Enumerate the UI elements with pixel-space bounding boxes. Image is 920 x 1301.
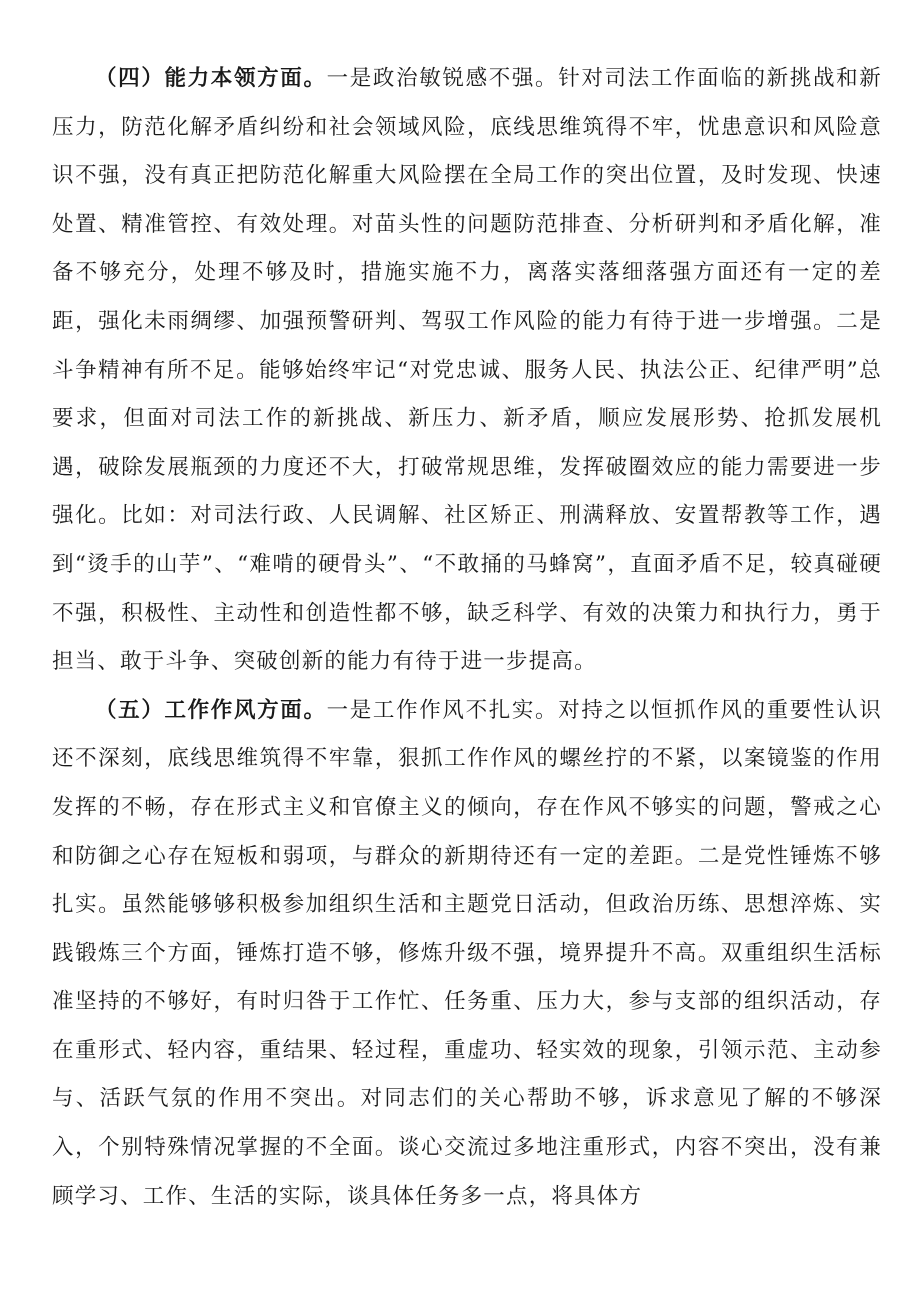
paragraph-heading-ability: （四）能力本领方面。 [95,66,327,91]
paragraph-ability [52,55,882,687]
paragraph-body-work-style: 一是工作作风不扎实。对持之以恒抓作风的重要性认识还不深刻，底线思维筑得不牢靠，狠抓工作作风的螺丝拧的不紧，以案镜鉴的作用发挥的不畅，存在形式主义和官僚主义的倾向，存在作风不够实的问题，警戒之心和防御之心存在短板和弱项，与群众的新期待还有一定的差距。二是党性锤炼不够扎实。虽然能够够积极参加组织生活和主题党日活动，但政治历练、思想淬炼、实践锻炼三个方面，锤炼打造不够，修炼升级不强，境界提升不高。双重组织生活标准坚持的不够好，有时归咎于工作忙、任务重、压力大，参与支部的组织活动，存在重形式、轻内容，重结果、轻过程，重虚功、轻实效的现象，引领示范、主动参与、活跃气氛的作用不突出。对同志们的关心帮助不够，诉求意见了解的不够深入，个别特殊情况掌握的不全面。谈心交流过多地注重形式，内容不突出，没有兼顾学习、工作、生活的实际，谈具体任务多一点，将具体方 [52,697,882,1209]
document-page [52,55,882,1221]
paragraph-body-ability: 一是政治敏锐感不强。针对司法工作面临的新挑战和新压力，防范化解矛盾纠纷和社会领域风险，底线思维筑得不牢，忧患意识和风险意识不强，没有真正把防范化解重大风险摆在全局工作的突出位置，及时发现、快速处置、精准管控、有效处理。对苗头性的问题防范排查、分析研判和矛盾化解，准备不够充分，处理不够及时，措施实施不力，离落实落细落强方面还有一定的差距，强化未雨绸缪、加强预警研判、驾驭工作风险的能力有待于进一步增强。二是斗争精神有所不足。能够始终牢记“对党忠诚、服务人民、执法公正、纪律严明”总要求，但面对司法工作的新挑战、新压力、新矛盾，顺应发展形势、抢抓发展机遇，破除发展瓶颈的力度还不大，打破常规思维，发挥破圈效应的能力需要进一步强化。比如：对司法行政、人民调解、社区矫正、刑满释放、安置帮教等工作，遇到“烫手的山芋”、“难啃的硬骨头”、“不敢捅的马蜂窝”，直面矛盾不足，较真碰硬不强，积极性、主动性和创造性都不够，缺乏科学、有效的决策力和执行力，勇于担当、敢于斗争、突破创新的能力有待于进一步提高。 [52,66,882,675]
paragraph-work-style [52,687,882,1222]
paragraph-heading-work-style: （五）工作作风方面。 [95,697,327,723]
